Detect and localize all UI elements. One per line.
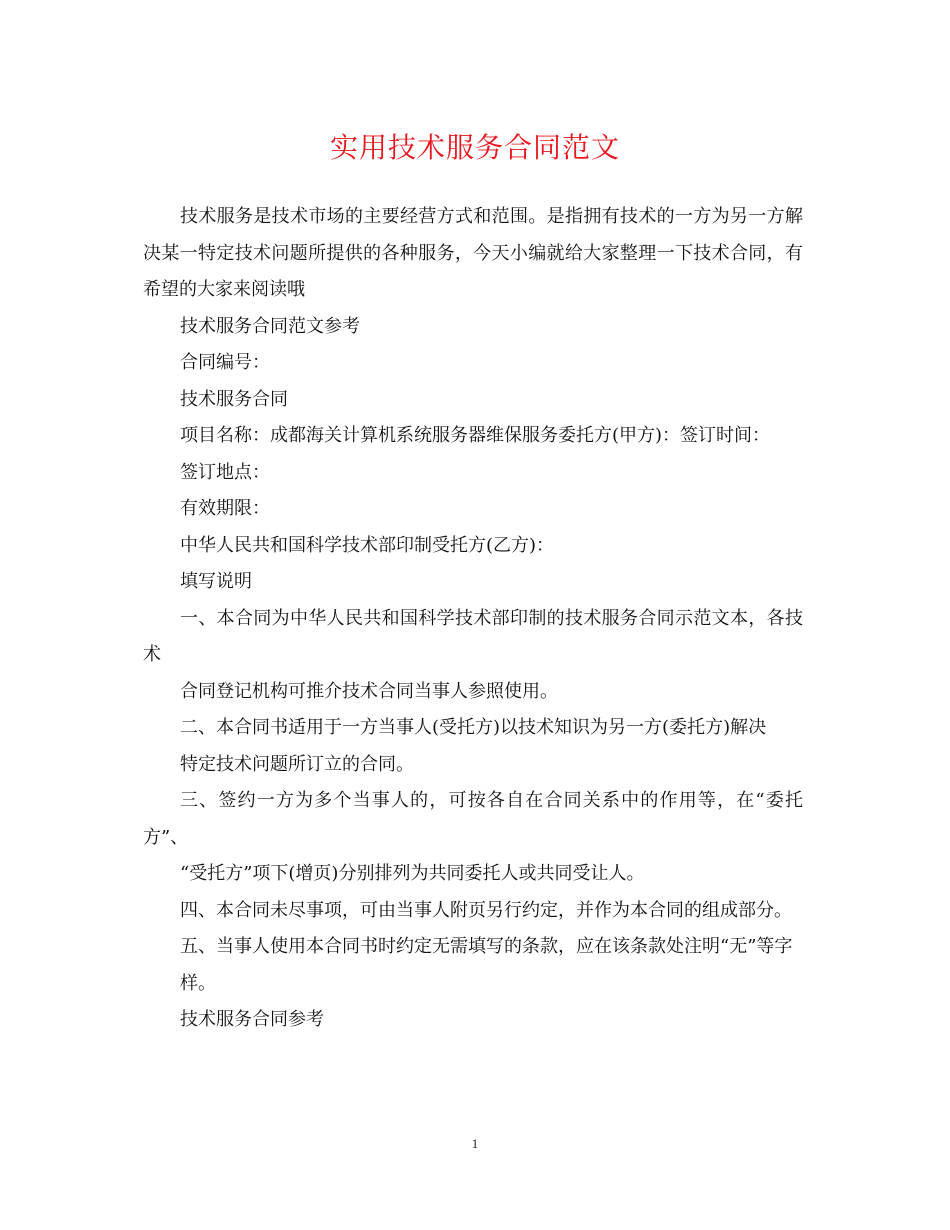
signing-place-line: 签订地点： [180, 461, 270, 483]
validity-line: 有效期限： [180, 498, 270, 519]
intro-paragraph: 技术服务是技术市场的主要经营方式和范围。是指拥有技术的一方为另一方解决某一特定技术问题所提供的各种服务，今天小编就给大家整理一下技术合同，有希望的大家来阅读哦 [143, 206, 803, 300]
reference-heading: 技术服务合同参考 [180, 1009, 324, 1030]
instruction-3: 三、签约一方为多个当事人的，可按各自在合同关系中的作用等，在“委托方”、 [143, 790, 803, 848]
document-title: 实用技术服务合同范文 [329, 131, 620, 164]
document-body [143, 199, 803, 1039]
instructions-heading: 填写说明 [180, 571, 252, 592]
contract-name-line: 技术服务合同 [180, 388, 288, 410]
page-number: 1 [471, 1136, 479, 1151]
section-heading: 技术服务合同范文参考 [180, 315, 360, 337]
instruction-1-cont: 合同登记机构可推介技术合同当事人参照使用。 [180, 680, 558, 702]
instruction-5-cont: 样。 [180, 972, 216, 994]
printed-by-line: 中华人民共和国科学技术部印制受托方(乙方)： [180, 534, 555, 556]
instruction-2: 二、本合同书适用于一方当事人(受托方)以技术知识为另一方(委托方)解决 [180, 717, 767, 738]
instruction-4: 四、本合同未尽事项，可由当事人附页另行约定，并作为本合同的组成部分。 [180, 899, 792, 921]
instruction-5: 五、当事人使用本合同书时约定无需填写的条款，应在该条款处注明“无”等字 [180, 936, 793, 957]
contract-number-line: 合同编号： [180, 352, 270, 373]
instruction-2-cont: 特定技术问题所订立的合同。 [180, 753, 414, 775]
instruction-1: 一、本合同为中华人民共和国科学技术部印制的技术服务合同示范文本，各技术 [143, 607, 803, 665]
instruction-3-cont: “受托方”项下(增页)分别排列为共同委托人或共同受让人。 [180, 863, 645, 884]
project-name-line: 项目名称：成都海关计算机系统服务器维保服务委托方(甲方)：签订时间： [180, 425, 771, 446]
